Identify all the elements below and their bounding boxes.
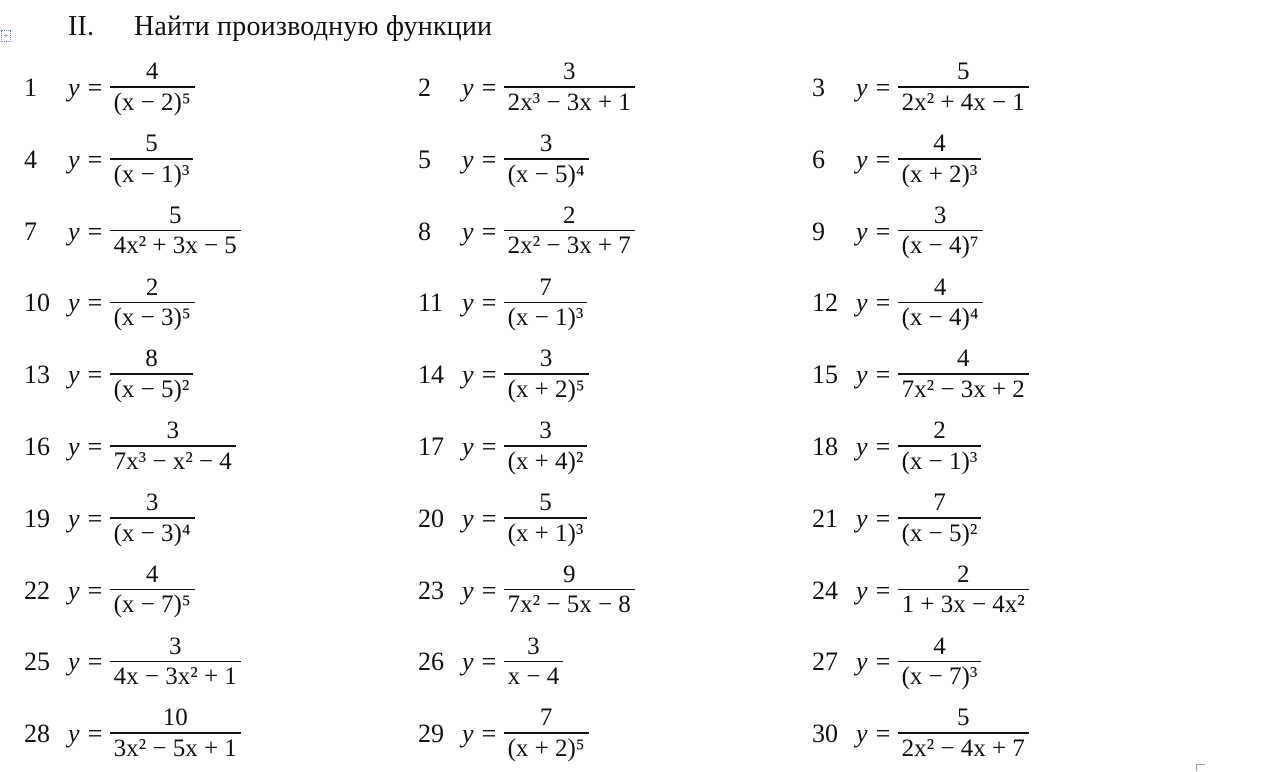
problem-9 — [812, 196, 983, 268]
fraction-numerator: 5 — [168, 201, 182, 229]
fraction-denominator: (x − 7)⁵ — [113, 591, 191, 619]
function-lhs: y = — [462, 288, 498, 318]
problem-25 — [24, 626, 241, 698]
function-lhs: y = — [68, 144, 104, 174]
fraction-denominator: (x + 1)³ — [507, 519, 584, 547]
function-lhs: y = — [68, 73, 104, 102]
problem-number: 1 — [24, 73, 37, 102]
fraction — [504, 561, 635, 621]
fraction — [898, 274, 983, 334]
fraction-denominator: (x + 2)⁵ — [507, 734, 585, 762]
problem-number: 21 — [812, 503, 838, 533]
problem-number: 8 — [418, 216, 431, 246]
fraction — [504, 704, 589, 764]
fraction-numerator: 2 — [145, 273, 159, 301]
fraction-numerator: 3 — [933, 201, 947, 229]
fraction — [110, 704, 241, 764]
problem-number: 2 — [418, 73, 431, 102]
fraction-numerator: 4 — [145, 560, 159, 588]
problem-number: 7 — [24, 216, 37, 246]
page-heading — [68, 10, 492, 44]
fraction-numerator: 5 — [539, 489, 552, 516]
fraction-numerator: 3 — [168, 632, 182, 660]
function-lhs: y = — [856, 360, 892, 390]
problem-number: 9 — [812, 216, 825, 246]
fraction-denominator: (x − 5)² — [113, 375, 190, 403]
page-corner-mark — [1196, 764, 1205, 771]
fraction-denominator: (x − 5)⁴ — [507, 160, 585, 188]
fraction-denominator: (x − 4)⁴ — [901, 304, 979, 332]
problem-6 — [812, 124, 981, 196]
fraction-numerator: 4 — [933, 632, 946, 660]
fraction-denominator: (x − 2)⁵ — [113, 88, 191, 116]
function-lhs: y = — [462, 144, 498, 174]
problem-number: 14 — [418, 360, 444, 390]
function-lhs: y = — [68, 360, 104, 390]
function-lhs: y = — [462, 503, 498, 533]
fraction-numerator: 7 — [539, 273, 552, 301]
fraction-numerator: 3 — [527, 632, 540, 660]
problem-number: 10 — [24, 288, 50, 318]
fraction-denominator: 2x³ − 3x + 1 — [507, 88, 631, 116]
problem-number: 16 — [24, 432, 50, 461]
problem-number: 18 — [812, 432, 838, 461]
problem-10 — [24, 267, 195, 339]
fraction-numerator: 5 — [956, 58, 970, 86]
fraction-numerator: 3 — [145, 489, 159, 516]
function-lhs: y = — [462, 73, 498, 102]
fraction-denominator: 1 + 3x − 4x² — [901, 591, 1025, 619]
fraction — [504, 58, 635, 118]
problem-number: 5 — [418, 144, 431, 174]
fraction — [898, 633, 982, 693]
problem-12 — [812, 267, 983, 339]
fraction — [110, 633, 241, 693]
fraction-numerator: 5 — [956, 704, 970, 732]
problem-number: 25 — [24, 647, 50, 677]
problem-30 — [812, 698, 1029, 770]
problem-22 — [24, 555, 195, 627]
function-lhs: y = — [856, 719, 892, 749]
fraction-denominator: 3x² − 5x + 1 — [113, 734, 237, 762]
fraction-numerator: 8 — [145, 345, 158, 373]
fraction-numerator: 3 — [562, 58, 576, 86]
fraction — [110, 202, 241, 262]
function-lhs: y = — [856, 288, 892, 318]
fraction-numerator: 4 — [933, 273, 947, 301]
fraction — [110, 274, 195, 334]
problem-24 — [812, 555, 1029, 627]
fraction-denominator: (x − 3)⁵ — [113, 304, 191, 332]
fraction — [110, 561, 195, 621]
fraction-numerator: 2 — [956, 560, 970, 588]
problem-number: 23 — [418, 575, 444, 605]
function-lhs: y = — [856, 647, 892, 677]
problem-26 — [418, 626, 563, 698]
fraction-numerator: 3 — [539, 417, 552, 445]
problem-29 — [418, 698, 589, 770]
fraction-denominator: 2x² − 3x + 7 — [507, 232, 631, 260]
function-lhs: y = — [856, 575, 892, 605]
problem-16 — [24, 411, 236, 483]
fraction — [110, 345, 194, 405]
problem-19 — [24, 483, 195, 555]
fraction-numerator: 4 — [145, 58, 159, 86]
fraction — [110, 130, 194, 190]
fraction — [504, 345, 589, 405]
fraction-denominator: (x − 1)³ — [901, 447, 978, 475]
fraction — [898, 58, 1029, 118]
fraction-denominator: (x − 4)⁷ — [901, 232, 979, 260]
fraction — [110, 417, 236, 477]
fraction-denominator: 2x² + 4x − 1 — [901, 88, 1025, 116]
fraction-denominator: x − 4 — [507, 663, 560, 691]
fraction-numerator: 9 — [562, 560, 576, 588]
fraction-numerator: 3 — [539, 130, 553, 157]
function-lhs: y = — [462, 647, 498, 677]
problem-number: 6 — [812, 144, 825, 174]
problem-number: 15 — [812, 360, 838, 390]
problem-number: 22 — [24, 575, 50, 605]
function-lhs: y = — [462, 575, 498, 605]
problem-1 — [24, 52, 195, 124]
problem-number: 30 — [812, 719, 838, 749]
fraction — [504, 202, 635, 262]
fraction-denominator: 4x² + 3x − 5 — [113, 232, 237, 260]
problem-17 — [418, 411, 587, 483]
fraction — [110, 58, 195, 118]
fraction — [898, 345, 1029, 405]
problem-number: 27 — [812, 647, 838, 677]
section-title: Найти производную функции — [134, 11, 493, 42]
fraction-numerator: 7 — [539, 704, 553, 732]
problem-2 — [418, 52, 635, 124]
problem-21 — [812, 483, 981, 555]
problem-number: 24 — [812, 575, 838, 605]
fraction-denominator: (x + 2)⁵ — [507, 375, 585, 403]
problem-14 — [418, 339, 589, 411]
problem-number: 19 — [24, 503, 50, 533]
function-lhs: y = — [462, 432, 498, 461]
problem-number: 29 — [418, 719, 444, 749]
fraction-numerator: 4 — [933, 130, 946, 157]
problem-number: 13 — [24, 360, 50, 390]
problem-number: 26 — [418, 647, 444, 677]
fraction-denominator: (x − 5)² — [901, 519, 978, 547]
problem-number: 12 — [812, 288, 838, 318]
fraction-denominator: (x + 4)² — [507, 447, 584, 475]
fraction-denominator: (x − 3)⁴ — [113, 519, 191, 547]
fraction-denominator: 7x³ − x² − 4 — [113, 447, 232, 475]
function-lhs: y = — [68, 503, 104, 533]
problem-18 — [812, 411, 981, 483]
function-lhs: y = — [68, 647, 104, 677]
function-lhs: y = — [68, 719, 104, 749]
fraction-numerator: 7 — [933, 489, 946, 516]
fraction-denominator: (x − 1)³ — [113, 160, 190, 188]
function-lhs: y = — [856, 144, 892, 174]
fraction — [504, 130, 589, 190]
function-lhs: y = — [462, 719, 498, 749]
problem-number: 11 — [418, 288, 444, 318]
table-anchor-icon[interactable]: + — [1, 30, 11, 42]
problem-13 — [24, 339, 193, 411]
function-lhs: y = — [68, 575, 104, 605]
fraction — [110, 489, 195, 549]
fraction — [898, 130, 982, 190]
fraction — [504, 633, 564, 693]
problem-number: 20 — [418, 503, 444, 533]
fraction-denominator: (x − 1)³ — [507, 304, 584, 332]
problem-5 — [418, 124, 589, 196]
fraction-numerator: 10 — [162, 704, 188, 732]
problem-7 — [24, 196, 241, 268]
fraction-denominator: 7x² − 3x + 2 — [901, 375, 1025, 403]
fraction-numerator: 3 — [539, 345, 553, 373]
section-numeral: II. — [68, 11, 95, 42]
function-lhs: y = — [462, 360, 498, 390]
function-lhs: y = — [462, 216, 498, 246]
fraction — [898, 561, 1029, 621]
fraction — [504, 489, 588, 549]
problem-number: 17 — [418, 432, 444, 461]
fraction-numerator: 5 — [145, 130, 158, 157]
function-lhs: y = — [856, 503, 892, 533]
fraction-denominator: (x + 2)³ — [901, 160, 978, 188]
fraction — [898, 704, 1029, 764]
problem-28 — [24, 698, 241, 770]
problem-number: 3 — [812, 73, 825, 102]
problem-3 — [812, 52, 1029, 124]
problem-number: 28 — [24, 719, 50, 749]
fraction-denominator: 2x² − 4x + 7 — [901, 734, 1025, 762]
problem-11 — [418, 267, 587, 339]
fraction-numerator: 4 — [956, 345, 970, 373]
fraction — [898, 489, 982, 549]
fraction-numerator: 2 — [562, 201, 576, 229]
fraction-numerator: 2 — [933, 417, 946, 445]
fraction-denominator: 4x − 3x² + 1 — [113, 663, 237, 691]
function-lhs: y = — [68, 432, 104, 461]
fraction — [898, 417, 982, 477]
problem-8 — [418, 196, 635, 268]
problem-23 — [418, 555, 635, 627]
function-lhs: y = — [856, 73, 892, 102]
problem-15 — [812, 339, 1029, 411]
function-lhs: y = — [856, 216, 892, 246]
fraction-numerator: 3 — [166, 417, 179, 445]
fraction-denominator: 7x² − 5x − 8 — [507, 591, 631, 619]
function-lhs: y = — [68, 288, 104, 318]
fraction — [504, 417, 588, 477]
problem-27 — [812, 626, 981, 698]
problem-4 — [24, 124, 193, 196]
fraction-denominator: (x − 7)³ — [901, 663, 978, 691]
function-lhs: y = — [68, 216, 104, 246]
problem-number: 4 — [24, 144, 37, 174]
problem-20 — [418, 483, 587, 555]
fraction — [504, 274, 588, 334]
function-lhs: y = — [856, 432, 892, 461]
fraction — [898, 202, 983, 262]
